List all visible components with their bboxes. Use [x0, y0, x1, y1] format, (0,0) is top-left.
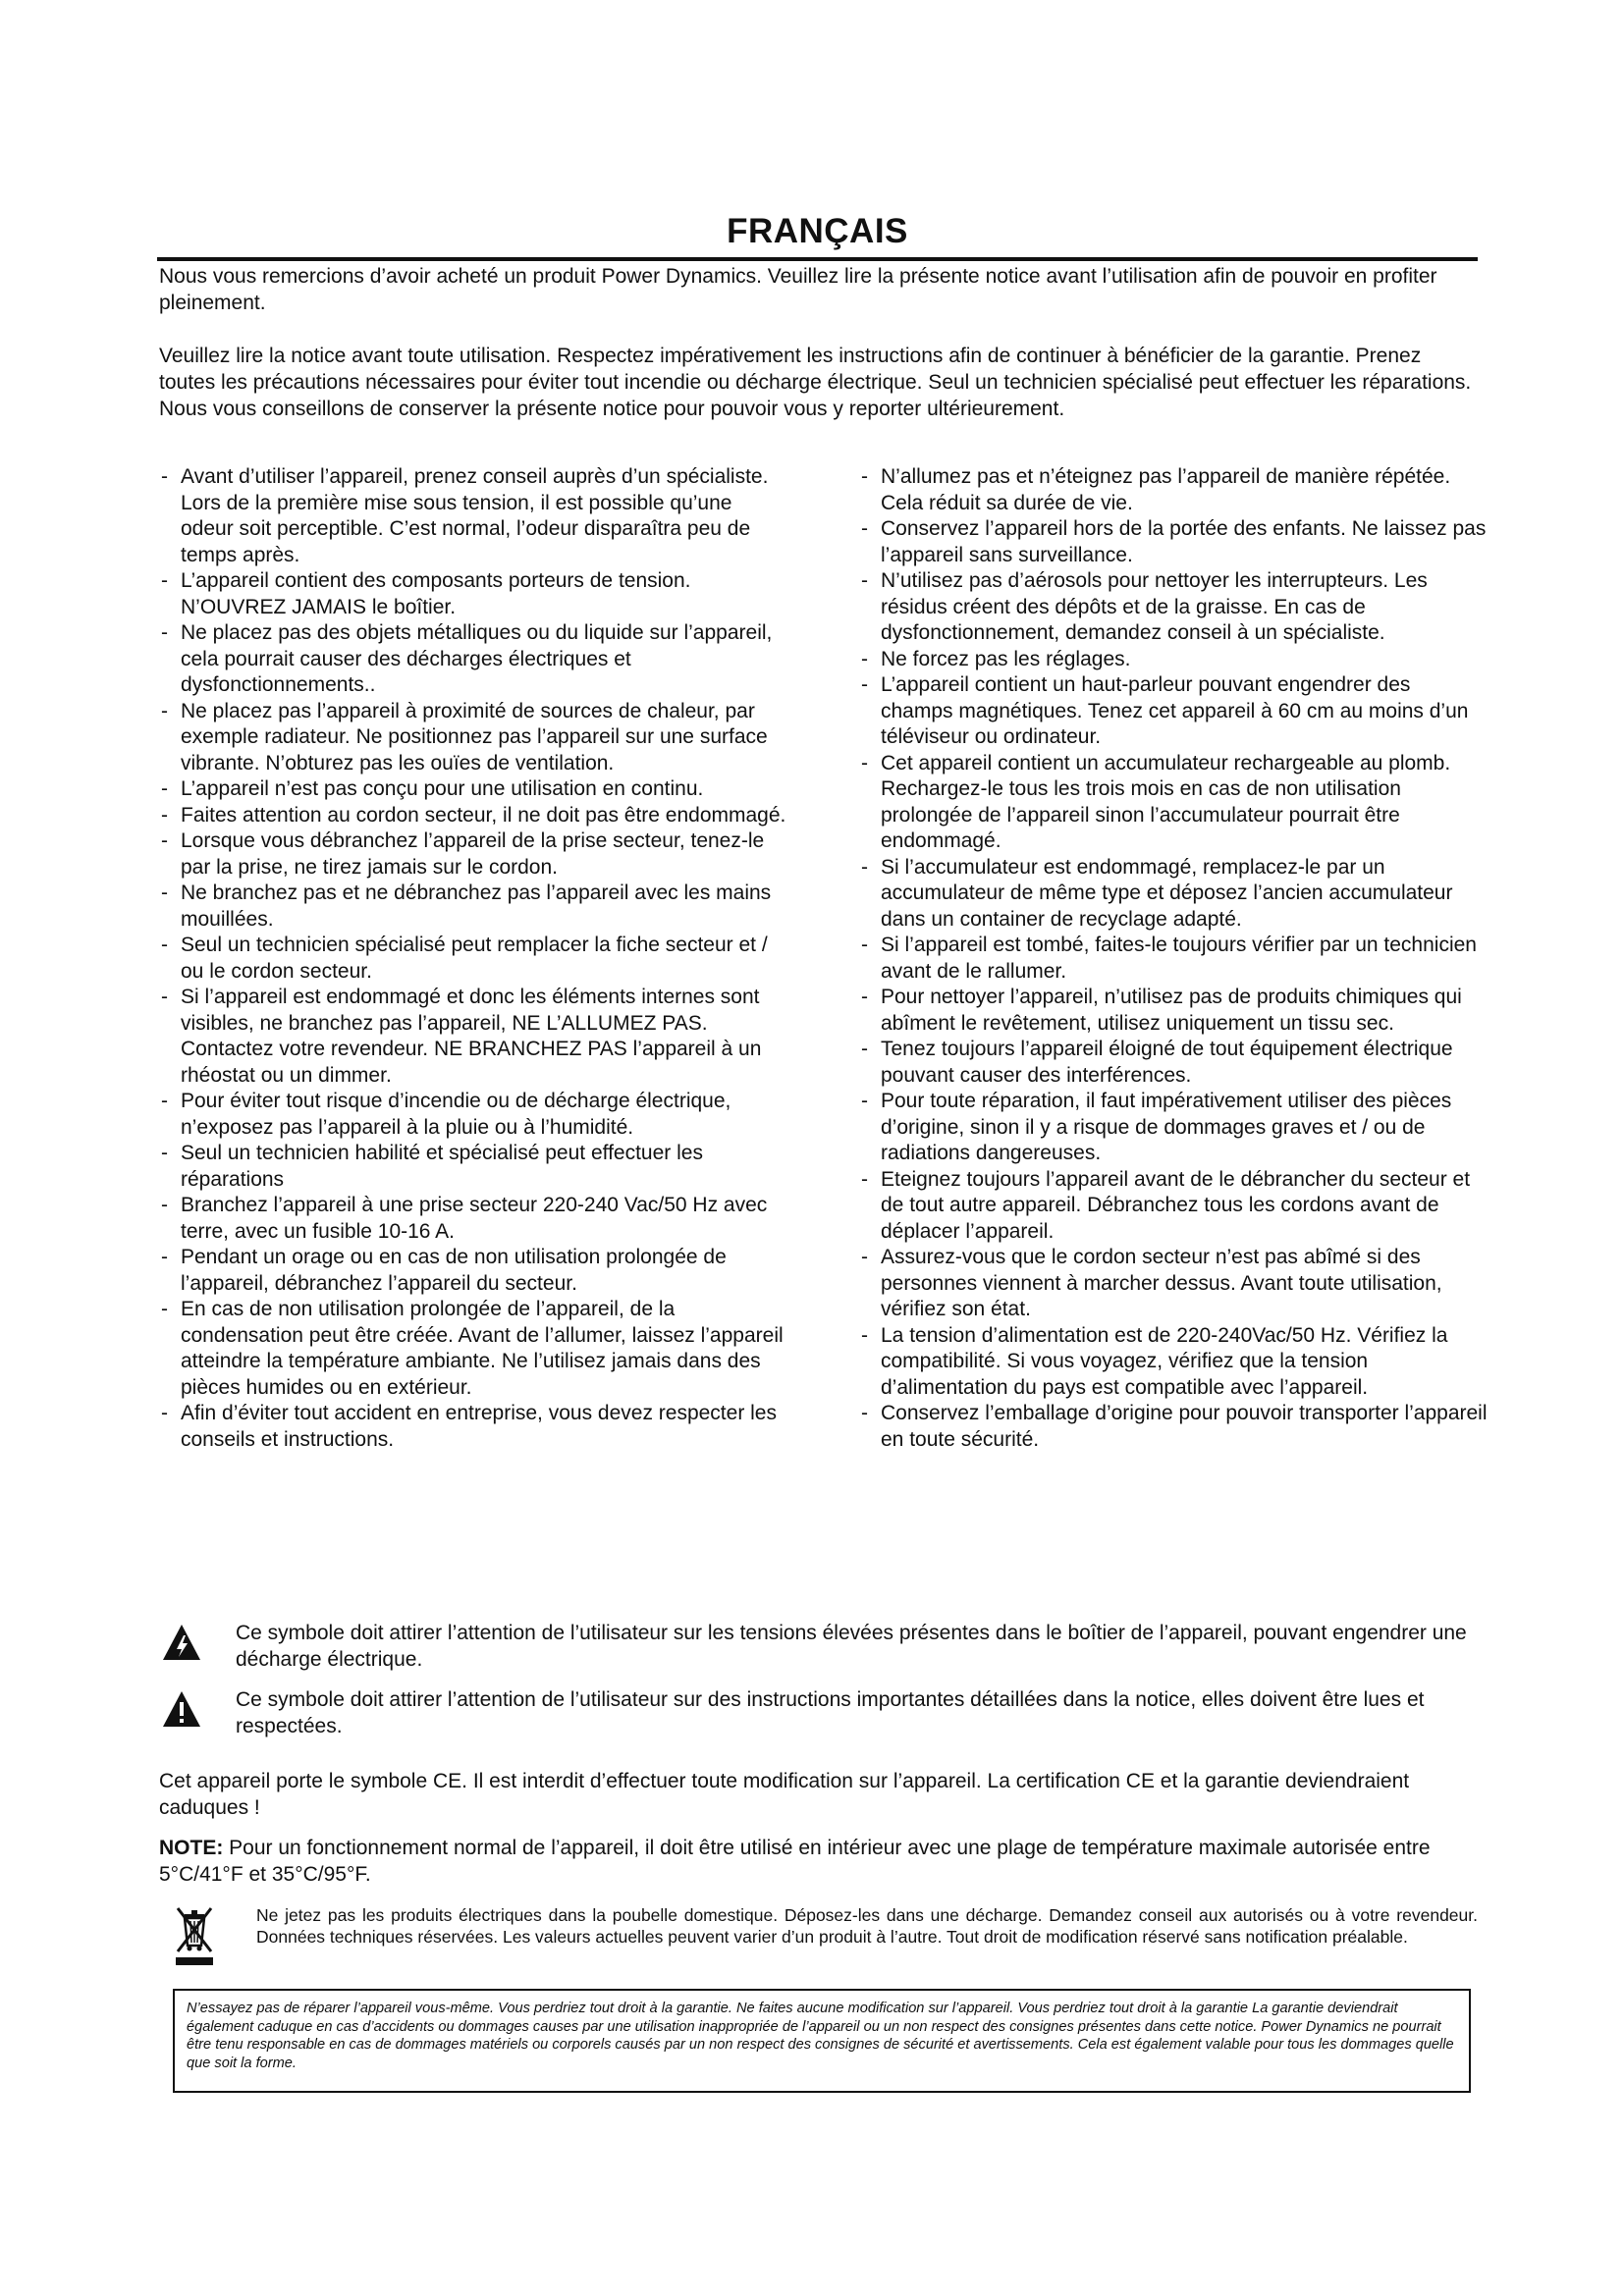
list-item: - Ne forcez pas les réglages. [859, 647, 1488, 673]
list-item: - Lorsque vous débranchez l’appareil de la prise secteur, tenez-le par la prise, ne tirez jamais sur le cordon. [159, 828, 787, 881]
weee-text: Ne jetez pas les produits électriques dans la poubelle domestique. Déposez-les dans une décharge. Demandez conseil aux autorisés ou à votre revendeur. Données techniques réservées. Les valeurs actuelles peuvent varier d’un produit à l’autre. Tout droit de modification réservé sans notification préalable. [256, 1905, 1478, 1947]
list-item: - Faites attention au cordon secteur, il ne doit pas être endommagé. [159, 803, 787, 829]
caution-text: Ce symbole doit attirer l’attention de l’utilisateur sur des instructions importantes détaillées dans la notice, elles doivent être lues et respectées. [236, 1688, 1425, 1737]
list-item: - N’allumez pas et n’éteignez pas l’appareil de manière répétée. Cela réduit sa durée de vie. [859, 464, 1488, 516]
list-item: - Conservez l’emballage d’origine pour pouvoir transporter l’appareil en toute sécurité. [859, 1401, 1488, 1453]
safety-list-right [859, 464, 1488, 1453]
list-item: - Avant d’utiliser l’appareil, prenez conseil auprès d’un spécialiste. Lors de la première mise sous tension, il est possible qu’une odeur soit perceptible. C’est normal, l’odeur disparaîtra peu de temps après. [159, 464, 787, 568]
list-item: - Si l’appareil est endommagé et donc les éléments internes sont visibles, ne branchez pas l’appareil, NE L’ALLUMEZ PAS. Contactez votre revendeur. NE BRANCHEZ PAS l’appareil à un rhéostat ou un dimmer. [159, 985, 787, 1089]
list-item: - Si l’accumulateur est endommagé, remplacez-le par un accumulateur de même type et déposez l’ancien accumulateur dans un container de recyclage adapté. [859, 855, 1488, 934]
list-item: - Tenez toujours l’appareil éloigné de tout équipement électrique pouvant causer des interférences. [859, 1037, 1488, 1089]
list-item: - Seul un technicien spécialisé peut remplacer la fiche secteur et / ou le cordon secteur. [159, 933, 787, 985]
list-item: - Pour toute réparation, il faut impérativement utiliser des pièces d’origine, sinon il y a risque de dommages graves et / ou de radiations dangereuses. [859, 1089, 1488, 1167]
list-item: - Branchez l’appareil à une prise secteur 220-240 Vac/50 Hz avec terre, avec un fusible 10-16 A. [159, 1193, 787, 1245]
weee-notice [162, 1904, 1478, 1948]
note-label: NOTE: [159, 1837, 224, 1859]
list-item: - Pour nettoyer l’appareil, n’utilisez pas de produits chimiques qui abîment le revêtement, utilisez uniquement un tissu sec. [859, 985, 1488, 1037]
intro-paragraph-instructions: Veuillez lire la notice avant toute utilisation. Respectez impérativement les instructions afin de continuer à bénéficier de la garantie. Prenez toutes les précautions nécessaires pour éviter tout incendie ou décharge électrique. Seul un technicien spécialisé peut effectuer les réparations. Nous vous conseillons de conserver la présente notice pour pouvoir vous y reporter ultérieurement. [159, 345, 1472, 420]
list-item: - Seul un technicien habilité et spécialisé peut effectuer les réparations [159, 1141, 787, 1193]
list-item: - En cas de non utilisation prolongée de l’appareil, de la condensation peut être créée. Avant de l’allumer, laissez l’appareil atteindre la température ambiante. Ne l’utilisez jamais dans des pièces humides ou en extérieur. [159, 1297, 787, 1401]
caution-exclamation-icon [162, 1690, 201, 1728]
list-item: - N’utilisez pas d’aérosols pour nettoyer les interrupteurs. Les résidus créent des dépôts et de la graisse. En cas de dysfonctionnement, demandez conseil à un spécialiste. [859, 568, 1488, 647]
title-rule [157, 257, 1478, 261]
crossed-out-bin-icon [174, 1906, 215, 1967]
list-item: - Ne placez pas des objets métalliques ou du liquide sur l’appareil, cela pourrait causer des décharges électriques et dysfonctionnements.. [159, 620, 787, 699]
high-voltage-warning-icon [162, 1624, 201, 1661]
note-paragraph [159, 1835, 1475, 1888]
note-text: Pour un fonctionnement normal de l’appareil, il doit être utilisé en intérieur avec une plage de température maximale autorisée entre 5°C/41°F et 35°C/95°F. [159, 1837, 1431, 1886]
list-item: - Ne branchez pas et ne débranchez pas l’appareil avec les mains mouillées. [159, 881, 787, 933]
high-voltage-text: Ce symbole doit attirer l’attention de l’utilisateur sur les tensions élevées présentes dans le boîtier de l’appareil, pouvant engendrer une décharge électrique. [236, 1622, 1467, 1671]
list-item: - Conservez l’appareil hors de la portée des enfants. Ne laissez pas l’appareil sans surveillance. [859, 516, 1488, 568]
list-item: - La tension d’alimentation est de 220-240Vac/50 Hz. Vérifiez la compatibilité. Si vous voyagez, vérifiez que la tension d’alimentation du pays est compatible avec l’appareil. [859, 1323, 1488, 1402]
intro-paragraph-thanks: Nous vous remercions d’avoir acheté un produit Power Dynamics. Veuillez lire la présente notice avant l’utilisation afin de pouvoir en profiter pleinement. [159, 265, 1437, 314]
page-title: FRANÇAIS [727, 212, 908, 250]
list-item: - L’appareil contient des composants porteurs de tension. N’OUVREZ JAMAIS le boîtier. [159, 568, 787, 620]
list-item: - Assurez-vous que le cordon secteur n’est pas abîmé si des personnes viennent à marcher dessus. Avant toute utilisation, vérifiez son état. [859, 1245, 1488, 1323]
caution-notice [162, 1686, 1478, 1739]
list-item: - L’appareil contient un haut-parleur pouvant engendrer des champs magnétiques. Tenez cet appareil à 60 cm au moins d’un téléviseur ou ordinateur. [859, 672, 1488, 751]
list-item: - Eteignez toujours l’appareil avant de le débrancher du secteur et de tout autre appareil. Débranchez tous les cordons avant de déplacer l’appareil. [859, 1167, 1488, 1246]
list-item: - L’appareil n’est pas conçu pour une utilisation en continu. [159, 776, 787, 803]
ce-paragraph: Cet appareil porte le symbole CE. Il est interdit d’effectuer toute modification sur l’appareil. La certification CE et la garantie deviendraient caduques ! [159, 1770, 1410, 1819]
list-item: - Ne placez pas l’appareil à proximité de sources de chaleur, par exemple radiateur. Ne positionnez pas l’appareil sur une surface vibrante. N’obturez pas les ouïes de ventilation. [159, 699, 787, 777]
safety-list-left [159, 464, 787, 1453]
high-voltage-notice [162, 1620, 1478, 1673]
warranty-disclaimer-box: N’essayez pas de réparer l’appareil vous-même. Vous perdriez tout droit à la garantie. Ne faites aucune modification sur l’appareil. Vous perdriez tout droit à la garantie La garantie deviendrait également caduque en cas d’accidents ou dommages causes par une utilisation inappropriée de l’appareil ou un non respect des consignes présentes dans cette notice. Power Dynamics ne pourrait être tenu responsable en cas de dommages matériels ou corporels causés par un non respect des consignes de sécurité et avertissements. Cela est également valable pour tous les dommages quelle que soit la forme. [173, 1989, 1471, 2093]
list-item: - Si l’appareil est tombé, faites-le toujours vérifier par un technicien avant de le rallumer. [859, 933, 1488, 985]
list-item: - Cet appareil contient un accumulateur rechargeable au plomb. Rechargez-le tous les trois mois en cas de non utilisation prolongée de l’appareil sinon l’accumulateur pourrait être endommagé. [859, 751, 1488, 855]
list-item: - Pour éviter tout risque d’incendie ou de décharge électrique, n’exposez pas l’appareil à la pluie ou à l’humidité. [159, 1089, 787, 1141]
list-item: - Afin d’éviter tout accident en entreprise, vous devez respecter les conseils et instructions. [159, 1401, 787, 1453]
list-item: - Pendant un orage ou en cas de non utilisation prolongée de l’appareil, débranchez l’appareil du secteur. [159, 1245, 787, 1297]
